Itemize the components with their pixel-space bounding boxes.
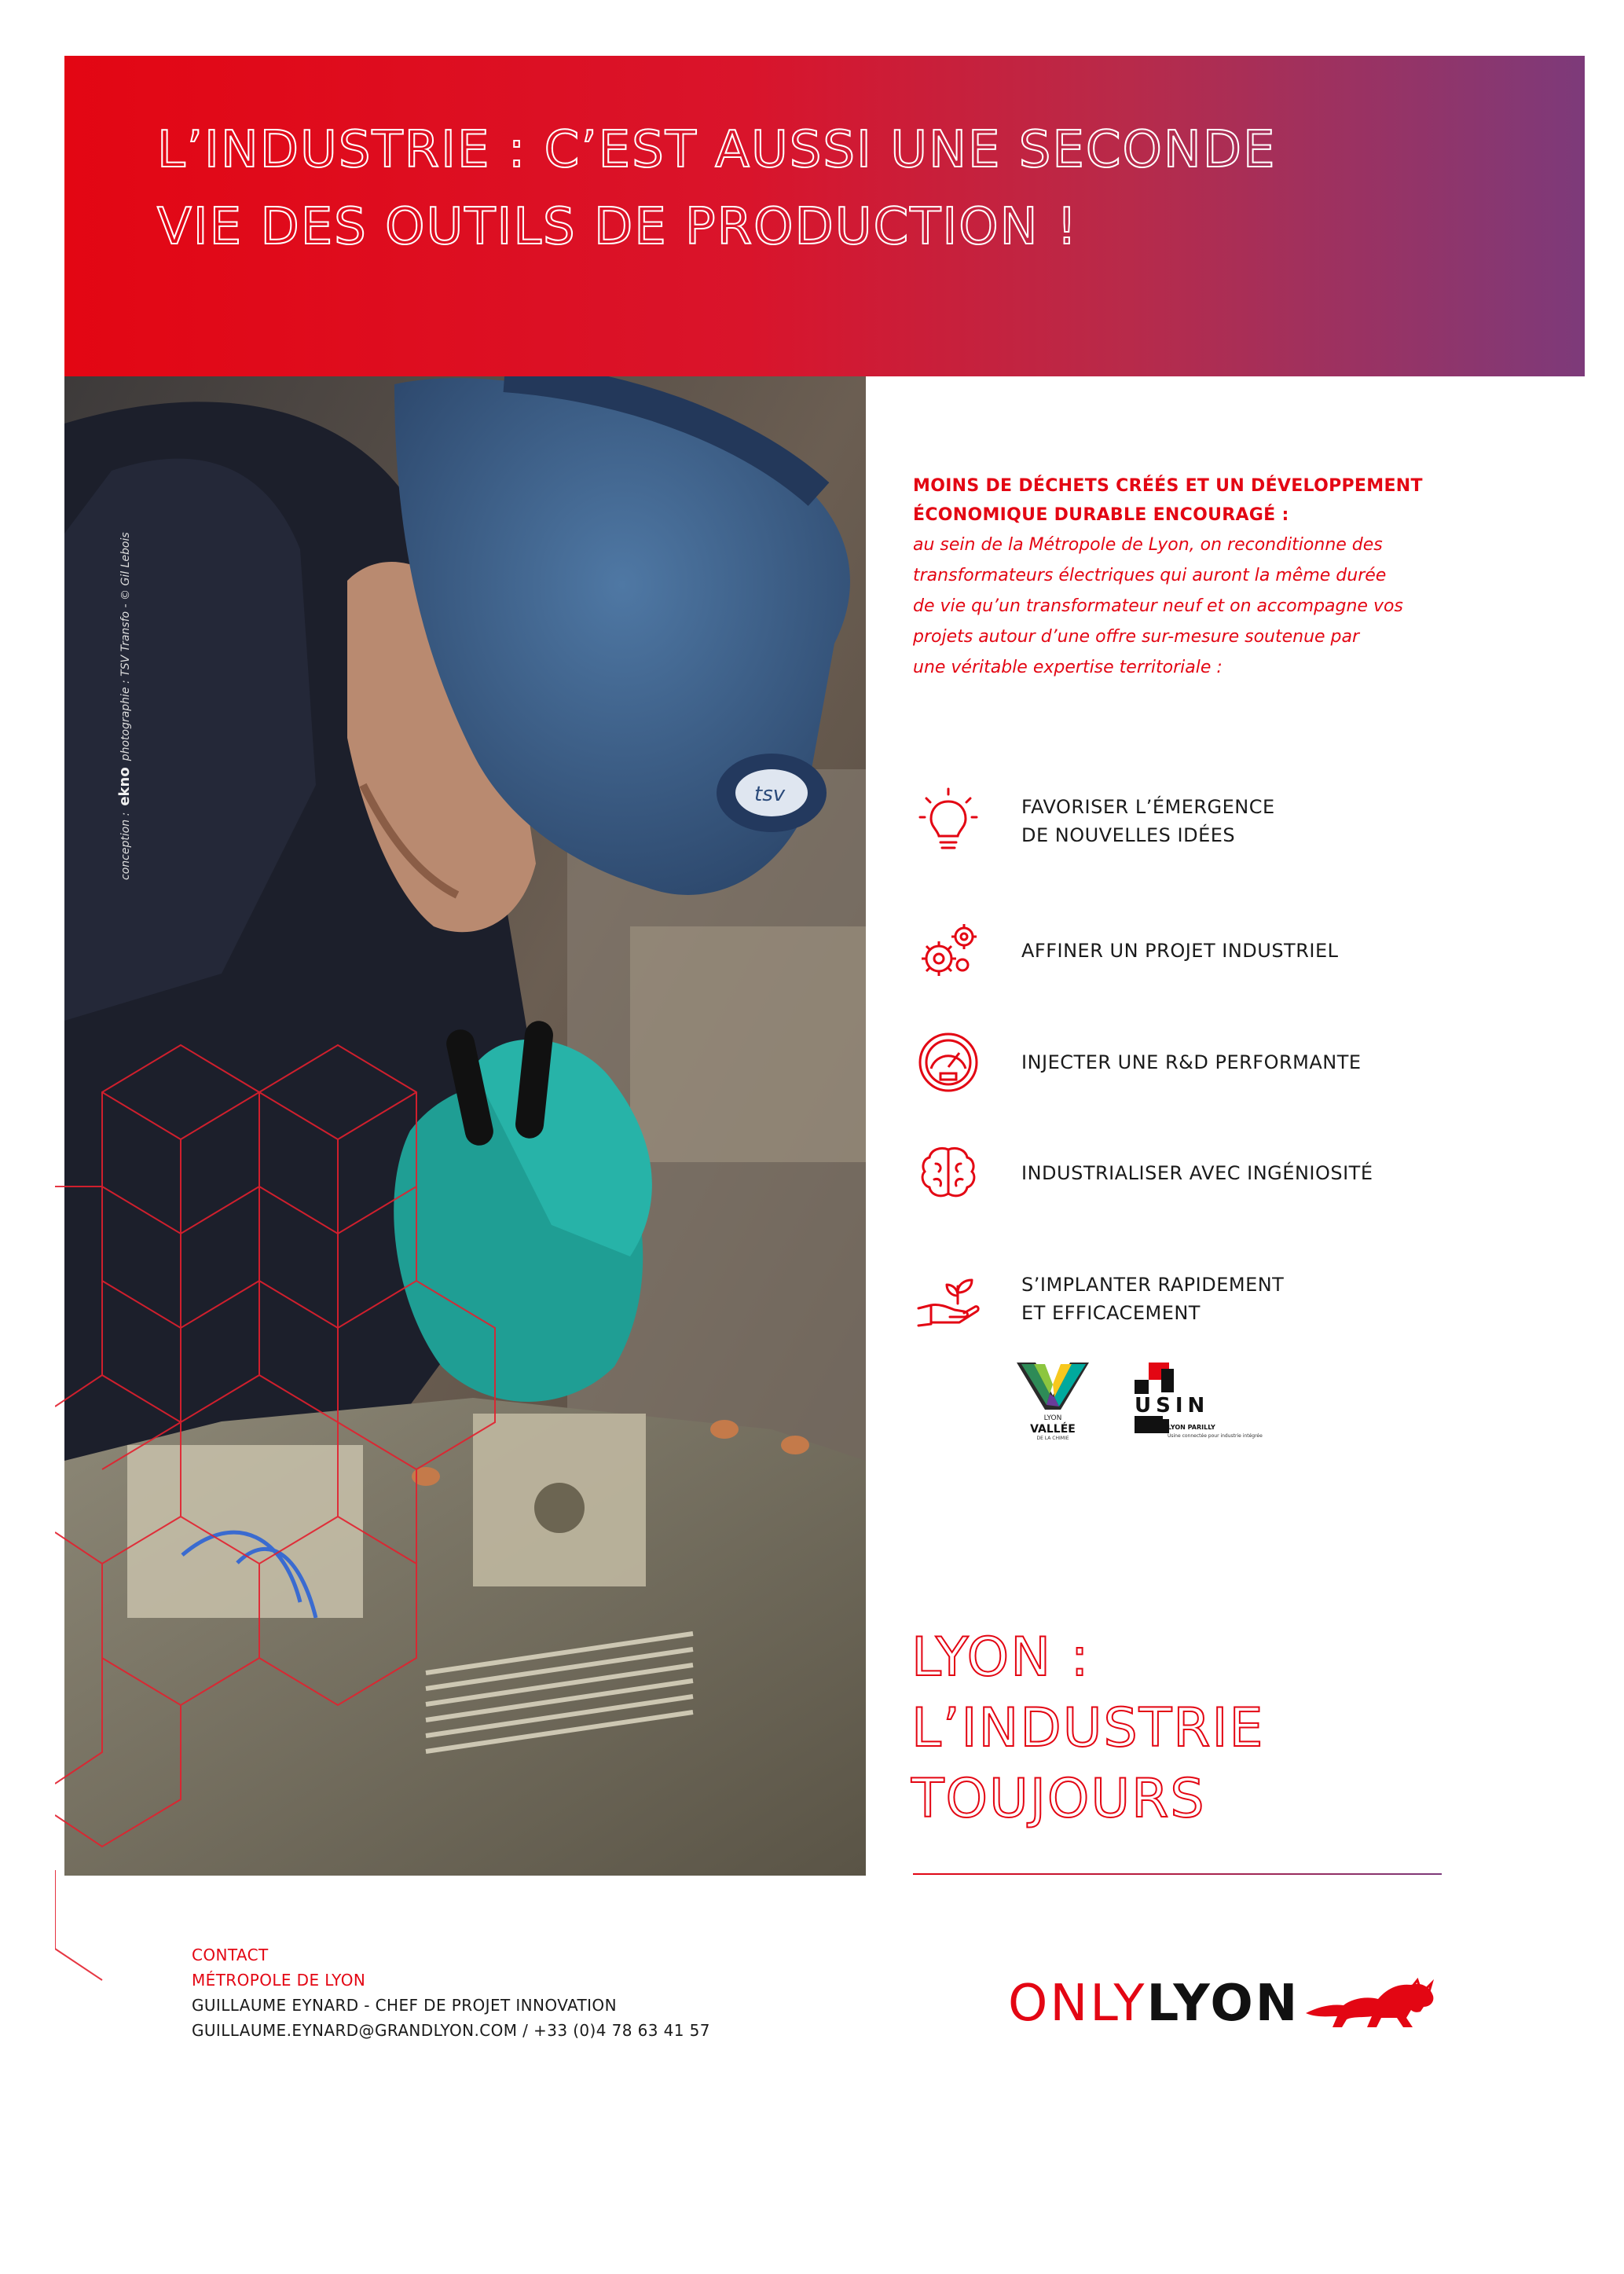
- title-line-1: L’INDUSTRIE : C’EST AUSSI UNE SECONDE: [157, 121, 1277, 179]
- credit-photographer: photographie : TSV Transfo - © Gil Lebois: [119, 532, 132, 761]
- lyon-vallee-chimie-logo: [1015, 1361, 1091, 1441]
- contact-label: CONTACT: [192, 1946, 269, 1964]
- tagline-line-1: LYON :: [911, 1627, 1091, 1689]
- lyon-tagline: [911, 1623, 1265, 1835]
- feature-project: [913, 915, 1339, 986]
- feature-label: S’IMPLANTER RAPIDEMENT ET EFFICACEMENT: [1021, 1274, 1285, 1324]
- feature-label: INJECTER UNE R&D PERFORMANTE: [1021, 1051, 1362, 1073]
- brain-icon: [913, 1138, 984, 1209]
- divider: [913, 1873, 1442, 1875]
- credit-conception: conception :: [119, 812, 132, 880]
- usin-tagline: Usine connectée pour industrie intégrée: [1168, 1433, 1263, 1439]
- lightbulb-icon: [913, 786, 984, 856]
- usin-subtitle: LYON PARILLY: [1168, 1424, 1215, 1431]
- contact-organization: MÉTROPOLE DE LYON: [192, 1971, 366, 1990]
- usin-wordmark: USIN: [1135, 1394, 1210, 1418]
- tagline-line-3: TOUJOURS: [911, 1768, 1206, 1830]
- intro-body-line: transformateurs électriques qui auront la même durée: [913, 566, 1387, 585]
- photo-credit: [116, 532, 133, 880]
- feature-ideas: [913, 786, 1275, 856]
- contact-block: [192, 1942, 710, 2043]
- vallee-line-2: VALLÉE: [1030, 1423, 1076, 1436]
- feature-settle: [913, 1264, 1284, 1334]
- intro-heading-line-1: MOINS DE DÉCHETS CRÉÉS ET UN DÉVELOPPEMENT: [913, 476, 1423, 496]
- feature-label: AFFINER UN PROJET INDUSTRIEL: [1021, 940, 1339, 962]
- gears-icon: [913, 915, 984, 986]
- hexagon-pattern-decoration: [55, 1021, 605, 1996]
- vallee-v-mark: [1015, 1361, 1091, 1411]
- brand-only: ONLY: [1008, 1975, 1147, 2033]
- intro-heading-line-2: ÉCONOMIQUE DURABLE ENCOURAGÉ :: [913, 505, 1289, 525]
- vallee-line-1: LYON: [1043, 1414, 1062, 1422]
- cap-badge-text: tsv: [754, 783, 786, 806]
- vallee-line-3: DE LA CHIMIE: [1036, 1436, 1069, 1441]
- intro-body-line: une véritable expertise territoriale :: [913, 658, 1223, 677]
- hand-plant-icon: [913, 1264, 984, 1334]
- intro-body-line: de vie qu’un transformateur neuf et on accompagne vos: [913, 596, 1403, 616]
- intro-body-line: au sein de la Métropole de Lyon, on reconditionne des: [913, 535, 1383, 555]
- feature-industrialize: [913, 1138, 1373, 1209]
- page-title: [157, 112, 1414, 266]
- contact-email-phone[interactable]: GUILLAUME.EYNARD@GRANDLYON.COM / +33 (0)4 78 63 41 57: [192, 2021, 710, 2040]
- title-line-2: VIE DES OUTILS DE PRODUCTION !: [157, 198, 1079, 256]
- contact-person: GUILLAUME EYNARD - CHEF DE PROJET INNOVATION: [192, 1996, 617, 2015]
- intro-block: [913, 471, 1463, 683]
- intro-body-line: projets autour d’une offre sur-mesure soutenue par: [913, 627, 1360, 647]
- feature-label: INDUSTRIALISER AVEC INGÉNIOSITÉ: [1021, 1162, 1373, 1184]
- lion-icon: [1303, 1972, 1436, 2032]
- credit-agency: ekno: [116, 767, 133, 806]
- feature-rnd: [913, 1027, 1362, 1098]
- brand-lyon: LYON: [1146, 1975, 1300, 2033]
- intro-body: [913, 530, 1463, 683]
- tagline-line-2: L’INDUSTRIE: [911, 1697, 1265, 1759]
- gauge-icon: [913, 1027, 984, 1098]
- onlylyon-logo: [1008, 1972, 1436, 2033]
- feature-label: FAVORISER L’ÉMERGENCE DE NOUVELLES IDÉES: [1021, 796, 1275, 846]
- intro-heading: [913, 471, 1463, 530]
